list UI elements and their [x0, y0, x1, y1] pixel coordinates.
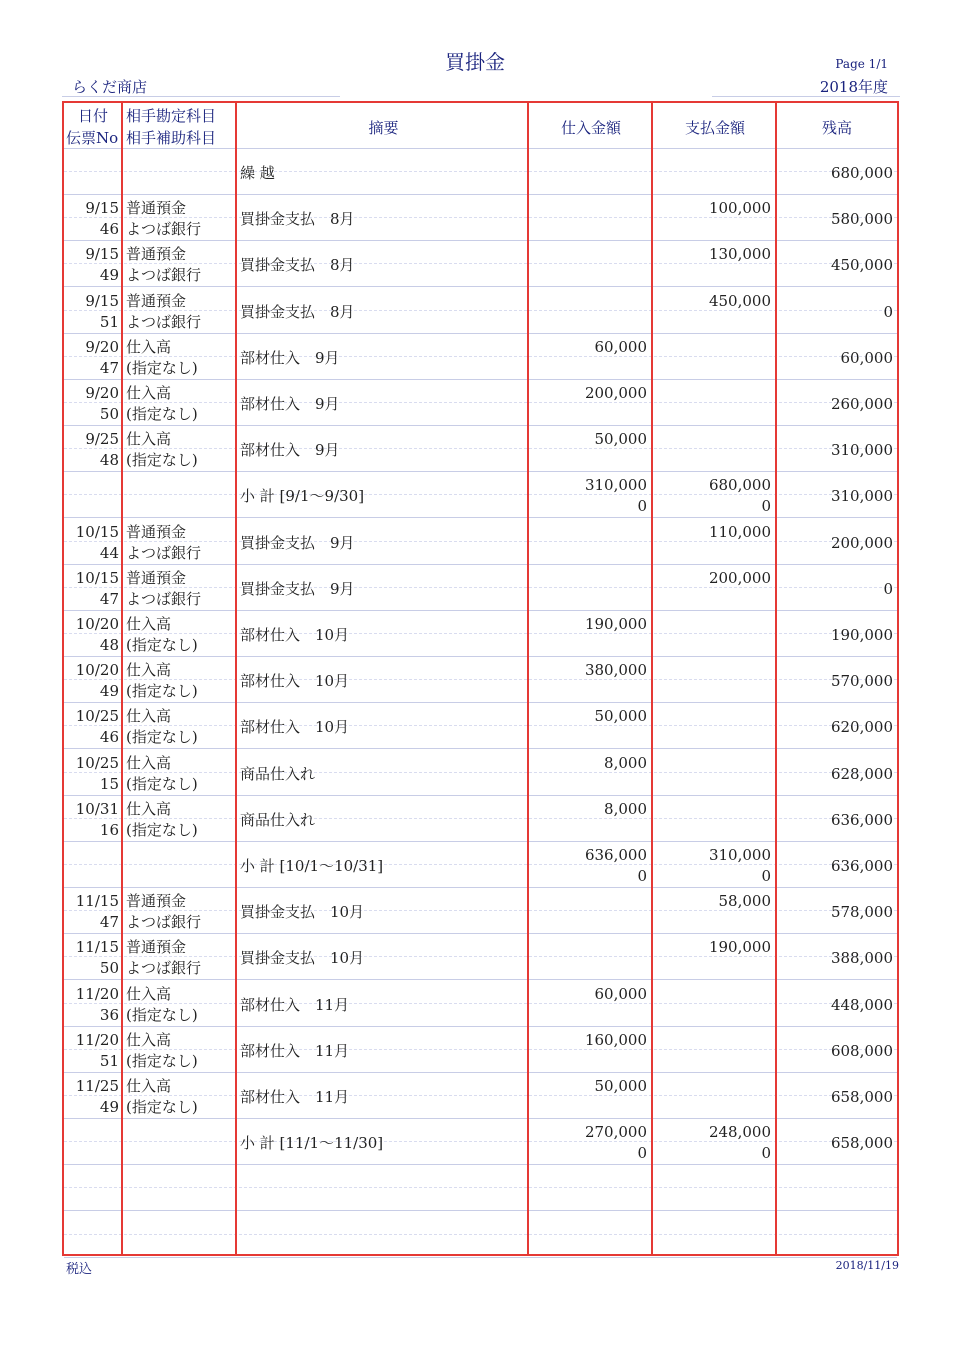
cell-slip-no: 49 [99, 266, 119, 285]
cell-date: 10/25 [75, 707, 119, 726]
cell-description: 繰 越 [240, 164, 275, 182]
cell-payment: 130,000 [708, 245, 771, 264]
cell-purchase-sub: 0 [637, 1144, 647, 1163]
cell-sub-account: (指定なし) [126, 728, 198, 747]
cell-payment: 190,000 [708, 938, 771, 957]
table-row [64, 934, 897, 980]
cell-sub-account: (指定なし) [126, 1051, 198, 1070]
cell-balance: 0 [883, 579, 893, 598]
column-divider [775, 101, 777, 1256]
cell-sub-account: よつば銀行 [126, 589, 202, 608]
cell-date: 11/20 [75, 1030, 119, 1049]
table-row [64, 149, 897, 195]
cell-slip-no: 49 [99, 1098, 119, 1116]
cell-account: 仕入高 [126, 615, 172, 633]
cell-description: 買掛金支払 8月 [240, 302, 355, 321]
table-row [64, 842, 897, 888]
cell-sub-account: (指定なし) [126, 1098, 198, 1116]
row-midline [64, 1234, 897, 1235]
cell-account: 仕入高 [126, 430, 172, 449]
cell-purchase: 270,000 [584, 1123, 647, 1142]
cell-payment: 248,000 [708, 1123, 771, 1142]
cell-balance: 260,000 [830, 395, 893, 413]
tax-note: 税込 [66, 1262, 93, 1277]
cell-date: 9/15 [85, 199, 119, 218]
cell-slip-no: 47 [99, 589, 119, 608]
cell-description: 部材仕入 10月 [240, 718, 350, 737]
cell-account: 普通預金 [126, 522, 187, 541]
cell-account: 仕入高 [126, 984, 172, 1003]
cell-account: 普通預金 [126, 199, 187, 218]
cell-account: 普通預金 [126, 568, 187, 587]
cell-purchase: 200,000 [584, 384, 647, 402]
cell-sub-account: よつば銀行 [126, 266, 202, 285]
header-balance: 残高 [821, 119, 852, 137]
cell-date: 10/20 [75, 661, 119, 680]
cell-date: 9/25 [85, 430, 119, 449]
cell-sub-account: (指定なし) [126, 358, 198, 377]
print-date: 2018/11/19 [835, 1259, 899, 1272]
cell-date: 9/15 [85, 245, 119, 264]
cell-description: 買掛金支払 9月 [240, 579, 355, 598]
cell-purchase-sub: 0 [637, 497, 647, 516]
cell-slip-no: 46 [99, 728, 119, 747]
cell-slip-no: 50 [99, 405, 119, 423]
header-purchase: 仕入金額 [560, 119, 621, 137]
cell-slip-no: 47 [99, 913, 119, 932]
cell-account: 普通預金 [126, 938, 187, 957]
cell-sub-account: (指定なし) [126, 1005, 198, 1024]
cell-sub-account: (指定なし) [126, 451, 198, 470]
cell-account: 仕入高 [126, 1077, 172, 1095]
header-date: 日付 [78, 107, 109, 125]
cell-payment: 110,000 [708, 522, 771, 541]
cell-payment: 310,000 [708, 846, 771, 864]
cell-sub-account: よつば銀行 [126, 959, 202, 978]
cell-payment-sub: 0 [761, 867, 771, 885]
table-row [64, 380, 897, 426]
cell-balance: 448,000 [830, 995, 893, 1014]
cell-slip-no: 44 [99, 543, 119, 562]
header-description: 摘要 [368, 119, 399, 137]
cell-slip-no: 46 [99, 220, 119, 239]
cell-balance: 580,000 [830, 210, 893, 229]
cell-account: 仕入高 [126, 753, 172, 772]
cell-description: 商品仕入れ [240, 810, 316, 829]
cell-purchase: 50,000 [594, 707, 647, 726]
cell-account: 仕入高 [126, 799, 172, 818]
table-row [64, 565, 897, 611]
cell-account: 仕入高 [126, 1030, 172, 1049]
cell-date: 11/20 [75, 984, 119, 1003]
page-title: 買掛金 [445, 50, 505, 74]
cell-sub-account: よつば銀行 [126, 312, 202, 331]
table-row [64, 750, 897, 796]
cell-purchase: 50,000 [594, 1077, 647, 1095]
cell-purchase: 636,000 [584, 846, 647, 864]
cell-slip-no: 51 [99, 1051, 119, 1070]
table-row [64, 334, 897, 380]
cell-description: 商品仕入れ [240, 764, 316, 783]
header-counter-account: 相手勘定科目 [126, 107, 217, 125]
page-number: Page 1/1 [835, 57, 888, 71]
cell-purchase: 60,000 [594, 337, 647, 356]
company-underline [62, 96, 340, 97]
cell-slip-no: 48 [99, 451, 119, 470]
cell-balance: 658,000 [830, 1088, 893, 1106]
cell-slip-no: 50 [99, 959, 119, 978]
cell-date: 11/15 [75, 938, 119, 957]
cell-balance: 578,000 [830, 903, 893, 922]
cell-balance: 608,000 [830, 1041, 893, 1060]
cell-date: 9/20 [85, 337, 119, 356]
fiscal-year: 2018年度 [819, 78, 888, 96]
cell-payment: 200,000 [708, 568, 771, 587]
cell-account: 仕入高 [126, 337, 172, 356]
table-row [64, 1165, 897, 1211]
table-row [64, 472, 897, 518]
cell-description: 買掛金支払 10月 [240, 903, 365, 922]
cell-slip-no: 15 [99, 774, 119, 793]
cell-balance: 0 [883, 302, 893, 321]
table-row [64, 796, 897, 842]
cell-account: 普通預金 [126, 245, 187, 264]
cell-balance: 658,000 [830, 1134, 893, 1153]
cell-sub-account: (指定なし) [126, 636, 198, 654]
cell-payment-sub: 0 [761, 1144, 771, 1163]
cell-account: 仕入高 [126, 707, 172, 726]
cell-account: 普通預金 [126, 892, 187, 911]
cell-description: 部材仕入 11月 [240, 995, 350, 1014]
cell-sub-account: よつば銀行 [126, 913, 202, 932]
cell-balance: 60,000 [840, 348, 893, 367]
cell-balance: 190,000 [830, 626, 893, 644]
cell-description: 買掛金支払 8月 [240, 210, 355, 229]
table-row [64, 195, 897, 241]
cell-sub-account: (指定なし) [126, 774, 198, 793]
header-payment: 支払金額 [684, 119, 745, 137]
cell-description: 部材仕入 10月 [240, 626, 350, 644]
cell-purchase: 8,000 [604, 753, 647, 772]
cell-account: 仕入高 [126, 384, 172, 402]
cell-date: 9/20 [85, 384, 119, 402]
cell-date: 11/15 [75, 892, 119, 911]
table-header [64, 103, 897, 149]
cell-description: 買掛金支払 8月 [240, 256, 355, 275]
table-row [64, 1073, 897, 1119]
cell-description: 部材仕入 9月 [240, 441, 340, 460]
cell-description: 部材仕入 11月 [240, 1088, 350, 1106]
company-name: らくだ商店 [72, 78, 148, 96]
cell-payment: 450,000 [708, 291, 771, 310]
ledger-table [62, 101, 899, 1256]
cell-date: 10/31 [75, 799, 119, 818]
cell-purchase: 380,000 [584, 661, 647, 680]
cell-date: 10/25 [75, 753, 119, 772]
cell-balance: 570,000 [830, 672, 893, 691]
table-row [64, 703, 897, 749]
cell-slip-no: 16 [99, 820, 119, 839]
cell-payment: 58,000 [718, 892, 771, 911]
cell-purchase: 310,000 [584, 476, 647, 495]
cell-purchase: 8,000 [604, 799, 647, 818]
cell-slip-no: 49 [99, 682, 119, 701]
table-row [64, 1027, 897, 1073]
cell-balance: 450,000 [830, 256, 893, 275]
cell-description: 小 計 [9/1～9/30] [240, 487, 365, 506]
cell-sub-account: よつば銀行 [126, 220, 202, 239]
table-row [64, 981, 897, 1027]
cell-balance: 200,000 [830, 533, 893, 552]
table-row [64, 657, 897, 703]
column-divider [527, 101, 529, 1256]
cell-slip-no: 51 [99, 312, 119, 331]
cell-description: 部材仕入 9月 [240, 348, 340, 367]
cell-payment: 100,000 [708, 199, 771, 218]
cell-date: 10/15 [75, 522, 119, 541]
cell-description: 部材仕入 11月 [240, 1041, 350, 1060]
cell-payment: 680,000 [708, 476, 771, 495]
cell-balance: 310,000 [830, 487, 893, 506]
year-underline [712, 96, 900, 97]
cell-date: 10/20 [75, 615, 119, 633]
cell-description: 部材仕入 10月 [240, 672, 350, 691]
column-divider [121, 101, 123, 1256]
header-slip-no: 伝票No [66, 129, 119, 147]
cell-balance: 636,000 [830, 857, 893, 875]
cell-payment-sub: 0 [761, 497, 771, 516]
cell-balance: 628,000 [830, 764, 893, 783]
table-row [64, 1212, 897, 1258]
table-row [64, 519, 897, 565]
cell-description: 小 計 [10/1～10/31] [240, 857, 384, 875]
cell-account: 普通預金 [126, 291, 187, 310]
cell-balance: 636,000 [830, 810, 893, 829]
cell-description: 買掛金支払 9月 [240, 533, 355, 552]
cell-date: 10/15 [75, 568, 119, 587]
cell-balance: 310,000 [830, 441, 893, 460]
cell-sub-account: よつば銀行 [126, 543, 202, 562]
cell-balance: 620,000 [830, 718, 893, 737]
column-divider [235, 101, 237, 1256]
cell-date: 11/25 [75, 1077, 119, 1095]
cell-sub-account: (指定なし) [126, 682, 198, 701]
cell-purchase: 60,000 [594, 984, 647, 1003]
cell-description: 部材仕入 9月 [240, 395, 340, 413]
cell-slip-no: 36 [99, 1005, 119, 1024]
cell-slip-no: 47 [99, 358, 119, 377]
cell-description: 買掛金支払 10月 [240, 949, 365, 968]
cell-slip-no: 48 [99, 636, 119, 654]
table-row [64, 426, 897, 472]
cell-description: 小 計 [11/1～11/30] [240, 1134, 384, 1153]
table-row [64, 1119, 897, 1165]
cell-purchase: 160,000 [584, 1030, 647, 1049]
cell-account: 仕入高 [126, 661, 172, 680]
table-row [64, 611, 897, 657]
table-row [64, 288, 897, 334]
header-counter-sub-account: 相手補助科目 [126, 129, 217, 147]
cell-date: 9/15 [85, 291, 119, 310]
cell-purchase-sub: 0 [637, 867, 647, 885]
cell-purchase: 50,000 [594, 430, 647, 449]
cell-sub-account: (指定なし) [126, 405, 198, 423]
cell-purchase: 190,000 [584, 615, 647, 633]
cell-balance: 680,000 [830, 164, 893, 182]
row-midline [64, 1187, 897, 1188]
table-row [64, 241, 897, 287]
cell-balance: 388,000 [830, 949, 893, 968]
table-row [64, 888, 897, 934]
column-divider [651, 101, 653, 1256]
cell-sub-account: (指定なし) [126, 820, 198, 839]
